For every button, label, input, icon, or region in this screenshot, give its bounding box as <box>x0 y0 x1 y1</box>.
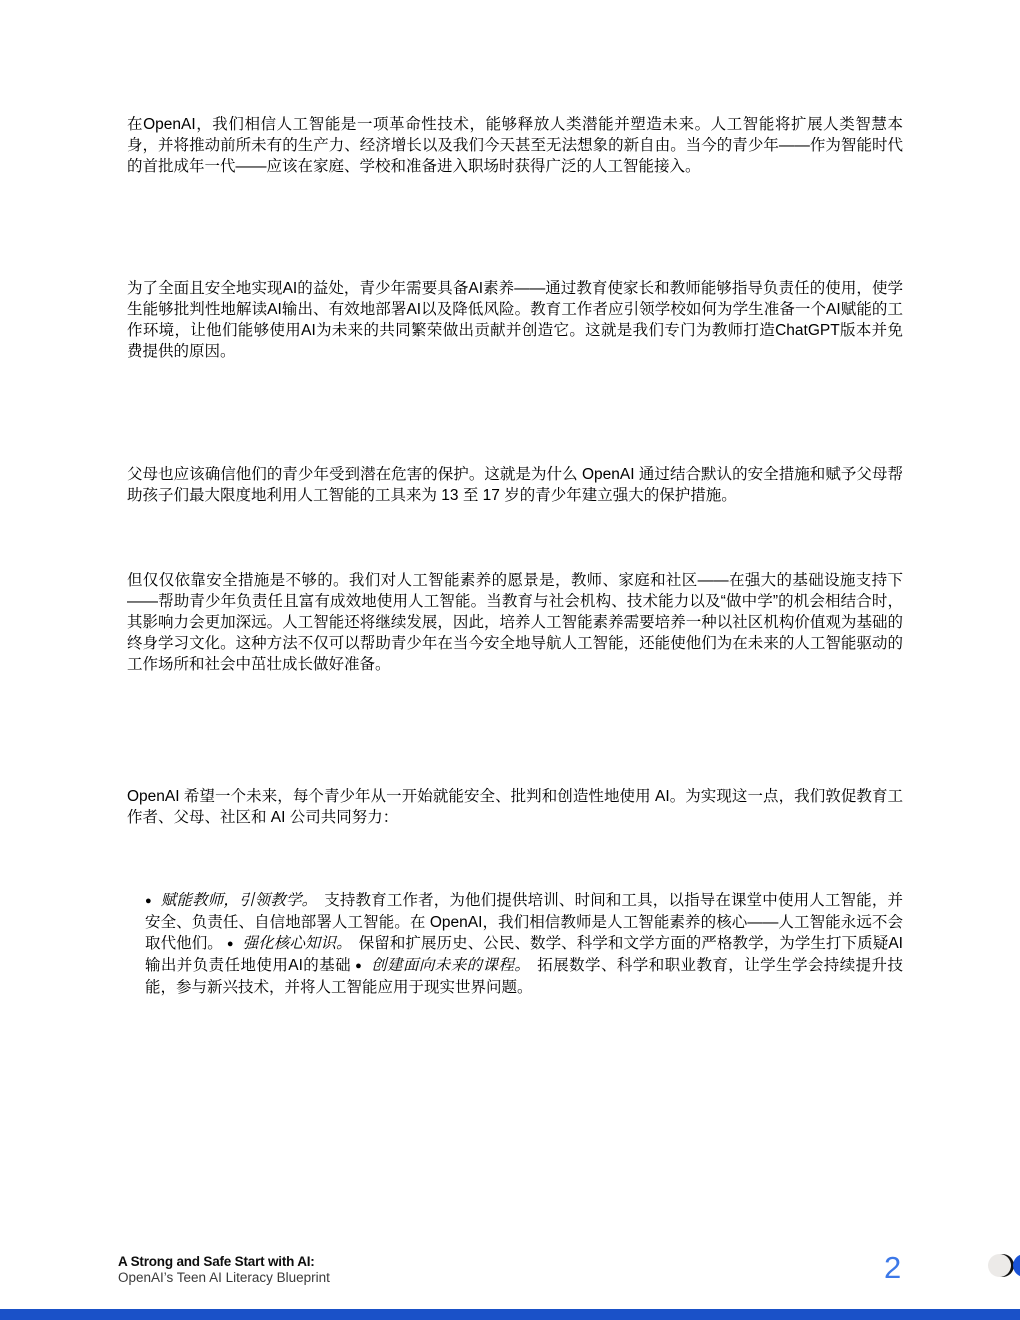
bottom-accent-bar <box>0 1309 1020 1320</box>
bullet-icon: ● <box>226 938 234 950</box>
bullet-body-core-knowledge: 保留和扩展历史、公民、数学、科学和文学方面的严格教学，为学生打下质疑AI输出并负责任地使用AI的基础 <box>145 935 903 974</box>
paragraph-call-to-action: OpenAI 希望一个未来，每个青少年从一开始就能安全、批判和创造性地使用 AI。为实现这一点，我们敦促教育工作者、父母、社区和 AI 公司共同努力： <box>127 788 903 826</box>
bullet-icon: ● <box>145 895 152 907</box>
bullet-body-empower-teachers: 支持教育工作者，为他们提供培训、时间和工具，以指导在课堂中使用人工智能，并安全、负责任、自信地部署人工智能。在 OpenAI，我们相信教师是人工智能素养的核心——人工智能永远不会取代他们。 <box>145 892 903 952</box>
footer-document-subtitle: OpenAI’s Teen AI Literacy Blueprint <box>118 1270 330 1285</box>
paragraph-parent-protection: 父母也应该确信他们的青少年受到潜在危害的保护。这就是为什么 OpenAI 通过结合默认的安全措施和赋予父母帮助孩子们最大限度地利用人工智能的工具来为 13 至 17 岁的青少年建立强大的保护措施。 <box>127 466 903 504</box>
logo-circle-gray <box>988 1254 1011 1277</box>
bullet-title-core-knowledge: 强化核心知识。 <box>242 935 352 952</box>
paragraph-ai-literacy: 为了全面且安全地实现AI的益处，青少年需要具备AI素养——通过教育使家长和教师能够指导负责任的使用，使学生能够批判性地解读AI输出、有效地部署AI以及降低风险。教育工作者应引领学校如何为学生准备一个AI赋能的工作环境，让他们能够使用AI为未来的共同繁荣做出贡献并创造它。这就是我们专门为教师打造ChatGPT版本并免费提供的原因。 <box>127 280 903 360</box>
paragraph-vision: 但仅仅依靠安全措施是不够的。我们对人工智能素养的愿景是，教师、家庭和社区——在强大的基础设施支持下——帮助青少年负责任且富有成效地使用人工智能。当教育与社会机构、技术能力以及“做中学”的机会相结合时，其影响力会更加深远。人工智能还将继续发展，因此，培养人工智能素养需要培养一种以社区机构价值观为基础的终身学习文化。这种方法不仅可以帮助青少年在当今安全地导航人工智能，还能使他们为在未来的人工智能驱动的工作场所和社会中茁壮成长做好准备。 <box>127 572 903 673</box>
page-number: 2 <box>884 1250 902 1285</box>
bullet-title-future-curriculum: 创建面向未来的课程。 <box>371 957 531 974</box>
footer-document-title: A Strong and Safe Start with AI: <box>118 1254 315 1269</box>
bullet-body-future-curriculum: 拓展数学、科学和职业教育，让学生学会持续提升技能，参与新兴技术，并将人工智能应用于现实世界问题。 <box>145 957 903 996</box>
paragraph-intro: 在OpenAI，我们相信人工智能是一项革命性技术，能够释放人类潜能并塑造未来。人工智能将扩展人类智慧本身，并将推动前所未有的生产力、经济增长以及我们今天甚至无法想象的新自由。当今的青少年——作为智能时代的首批成年一代——应该在家庭、学校和准备进入职场时获得广泛的人工智能接入。 <box>127 116 903 175</box>
bullet-paragraph <box>145 890 903 998</box>
bullet-icon: ● <box>355 960 363 972</box>
bullet-title-empower-teachers: 赋能教师，引领教学。 <box>160 892 318 909</box>
overlapping-circles-icon <box>985 1253 1020 1279</box>
logo-circle-blue <box>1013 1254 1020 1277</box>
